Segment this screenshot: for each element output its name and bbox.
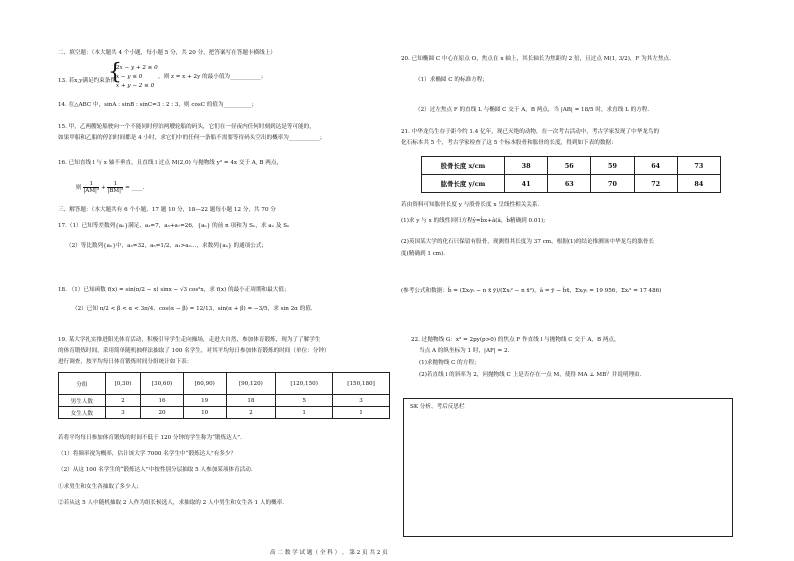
q13-cond2: x − y ≤ 0 bbox=[116, 74, 143, 80]
q19-th: 分组 bbox=[59, 373, 106, 395]
q21-line4: (1)求 y 与 x 的线性回归方程ŷ=b̂x+â(â，b̂精确到 0.01); bbox=[401, 218, 546, 224]
q19-line2: 的体育锻炼时间，采用简单随机抽样法抽取了 100 名学生，对其平均每日参加体育锻炼的时间（单位：分钟） bbox=[58, 348, 330, 354]
page-footer: 高 二 数 学 试 题（ 全 科 ） ， 第 2 页 共 2 页 bbox=[270, 550, 388, 556]
q19-td: 女生人数 bbox=[59, 407, 106, 419]
q21-line6: 度(精确到 1 cm). bbox=[401, 251, 446, 257]
q14: 14. 在△ABC 中，sinA : sinB : sinC=3 : 2 : 3，则 cosC 的值为__________； bbox=[58, 102, 258, 108]
notes-box[interactable] bbox=[403, 398, 733, 537]
notes-box-title: SK 分析、考后反思栏 bbox=[410, 404, 465, 410]
q19-line3: 进行调查，按平均每日体育锻炼时间分组统计如下表： bbox=[58, 359, 193, 365]
q19-td: 2 bbox=[226, 407, 276, 419]
q21-line1: 21. 中华龙鸟生存于距今约 1.4 亿年，现已灭绝的动物，在一次考古活动中，考古学家发现了中华龙鸟的 bbox=[401, 129, 660, 135]
q19-td: 3 bbox=[333, 395, 390, 407]
q19-table-header-row bbox=[59, 373, 390, 395]
q19-table-row-female bbox=[59, 407, 390, 419]
q21-table-row-femur bbox=[422, 157, 721, 175]
q19-line6: （2）从这 100 名学生的“锻炼达人”中按性别分层抽取 5 人参加某项体育活动. bbox=[58, 467, 253, 473]
q20-line3: （2）过左焦点 F 的直线 L 与椭圆 C 交于 A，B 两点，当 |AB| = 18/5 时，求直线 L 的方程. bbox=[415, 107, 650, 113]
q13-brace: { bbox=[108, 60, 122, 85]
q21-line3: 若由资料可知肱骨长度 y 与股骨长度 x 呈线性相关关系. bbox=[401, 202, 540, 208]
q13-cond1: 2x − y + 2 ≥ 0 bbox=[116, 65, 158, 71]
q19-th: [90,120) bbox=[226, 373, 276, 395]
q19-td: 男生人数 bbox=[59, 395, 106, 407]
q19-td: 16 bbox=[141, 395, 184, 407]
q16-expression: 则 $\frac{1}{\text{|AM|²}}$ + $\frac{1}{\text{|BM|²}}$ = ____. bbox=[76, 181, 145, 194]
q19-td: 3 bbox=[105, 407, 141, 419]
q18-line2: （2）已知 π/2 < β < α < 3π/4，cos(α − β) = 12/13，sin(α + β) = −3/5，求 sin 2α 的值. bbox=[72, 306, 313, 312]
q18-line1: 18. （1）已知函数 f(x) = sin(π/2 − x) sinx − √3 cos²x，求 f(x) 的最小正周期和最大值； bbox=[58, 287, 290, 293]
q13-lead: 13. 若x,y满足约束条件 bbox=[58, 78, 116, 84]
q21-td: 肱骨长度 y/cm bbox=[422, 175, 505, 193]
section3-title: 三、解答题：（本大题共有 6 个小题，17 题 10 分，18—22 题每小题 12 分，共 70 分 bbox=[58, 207, 276, 213]
q19-td: 18 bbox=[226, 395, 276, 407]
q22-line1: 22. 过抛物线 G：x² = 2py(p>0) 的焦点 F 作直线 l 与抛物线 C 交于 A，B 两点， bbox=[411, 337, 620, 343]
q21-td: 63 bbox=[548, 175, 591, 193]
q19-td: 1 bbox=[333, 407, 390, 419]
q21-table bbox=[421, 156, 721, 193]
q19-td: 20 bbox=[141, 407, 184, 419]
q19-th: [120,150) bbox=[276, 373, 333, 395]
q13-tail: ，则 z = x + 2y 的最小值为___________； bbox=[158, 74, 267, 80]
q21-td: 73 bbox=[677, 157, 720, 175]
q22-line4: (2)若直线 l 的斜率为 2，问抛物线 C 上是否存在一点 M，使得 MA ⊥ MB？并说明理由. bbox=[419, 372, 642, 378]
q22-line2: 当点 A 的纵坐标为 1 时，|AF| = 2. bbox=[419, 348, 510, 354]
q15-line2: 如果甲船和乙船的停泊时间都是 4 小时，求它们中的任何一条船不需要等待码头空出的概率为___________； bbox=[58, 135, 326, 141]
q19-td: 10 bbox=[183, 407, 226, 419]
q19-th: [60,90) bbox=[183, 373, 226, 395]
q19-table-row-male bbox=[59, 395, 390, 407]
q22-line3: (1)求抛物线 C 的方程； bbox=[419, 360, 480, 366]
q19-line4: 若将平均每日参加体育锻炼的时间不低于 120 分钟的学生称为“锻炼达人”. bbox=[58, 435, 242, 441]
q19-th: [30,60) bbox=[141, 373, 184, 395]
q21-line7: (参考公式和数据：b̂ = (Σxᵢyᵢ − n x̄ ȳ)/(Σxᵢ² − n x̄²)，â = ȳ − b̂x̄，Σxᵢyᵢ = 19 956，Σxᵢ² = 17 486) bbox=[401, 288, 662, 294]
q20-line2: （1）求椭圆 C 的标准方程； bbox=[415, 77, 488, 83]
q17-line1: 17.（1）已知等差数列{aₙ}满足，a₃=7，a₅+a₇=26，{aₙ} 的前 n 项和为 Sₙ，求 aₙ 及 Sₙ bbox=[58, 223, 290, 229]
q19-td: 5 bbox=[276, 395, 333, 407]
q21-line5: (2)英国某大学的化石只保留有股骨，现测得其长度为 37 cm，根据(1)的结论推测该中华龙鸟的肱骨长 bbox=[401, 239, 655, 245]
q19-th: [0,30) bbox=[105, 373, 141, 395]
q17-line2: （2）等比数列{aₙ}中，a₃=32，a₅=1/2，a₁>a₂…，求数列{aₙ} 的通项公式； bbox=[66, 243, 268, 249]
q19-line5: （1）将频率视为概率，估计该大学 7000 名学生中“锻炼达人”有多少？ bbox=[58, 451, 237, 457]
q19-th: [150,180] bbox=[333, 373, 390, 395]
q21-td: 59 bbox=[591, 157, 634, 175]
q19-line1: 19. 某大学扎实推进阳光体育活动，积极引导学生走向操场，走进大自然，参加体育锻炼，现为了了解学生 bbox=[58, 337, 321, 343]
q21-td: 72 bbox=[634, 175, 677, 193]
q21-td: 70 bbox=[591, 175, 634, 193]
q15-line1: 15. 甲，乙两艘轮船驶向一个不能同时停泊两艘轮船的码头，它们在一昼夜内任何时刻到达是等可能的， bbox=[58, 124, 315, 130]
q21-td: 84 bbox=[677, 175, 720, 193]
q21-td: 股骨长度 x/cm bbox=[422, 157, 505, 175]
q21-td: 41 bbox=[505, 175, 548, 193]
section2-title: 二、填空题：（本大题共 4 个小题，每小题 5 分，共 20 分，把答案写在答题卡横线上） bbox=[58, 50, 276, 56]
q21-td: 56 bbox=[548, 157, 591, 175]
q21-td: 64 bbox=[634, 157, 677, 175]
q20-line1: 20. 已知椭圆 C 中心在原点 O，焦点在 x 轴上，其长轴长为焦距的 2 倍，且过点 M(1, 3/2)，F 为其左焦点. bbox=[401, 56, 671, 62]
q19-line7: ①求男生和女生各抽取了多少人； bbox=[58, 484, 142, 490]
q16-line1: 16. 已知直线 l 与 x 轴不垂直，且直线 l 过点 M(2,0) 与抛物线 y² = 4x 交于 A, B 两点， bbox=[58, 160, 283, 166]
q21-table-row-humerus bbox=[422, 175, 721, 193]
q19-td: 2 bbox=[105, 395, 141, 407]
q19-td: 1 bbox=[276, 407, 333, 419]
q19-table bbox=[58, 372, 390, 419]
q21-td: 38 bbox=[505, 157, 548, 175]
q19-td: 19 bbox=[183, 395, 226, 407]
q21-line2: 化石标本共 5 个，考古学家检查了这 5 个标本股骨和肱骨的长度，得到如下表的数据： bbox=[401, 140, 617, 146]
q19-line8: ②若从这 5 人中随机抽取 2 人作为组长候选人，求抽取的 2 人中男生和女生各 1 人的概率. bbox=[58, 500, 285, 506]
q13-cond3: x + y − 2 ≤ 0 bbox=[116, 83, 155, 89]
